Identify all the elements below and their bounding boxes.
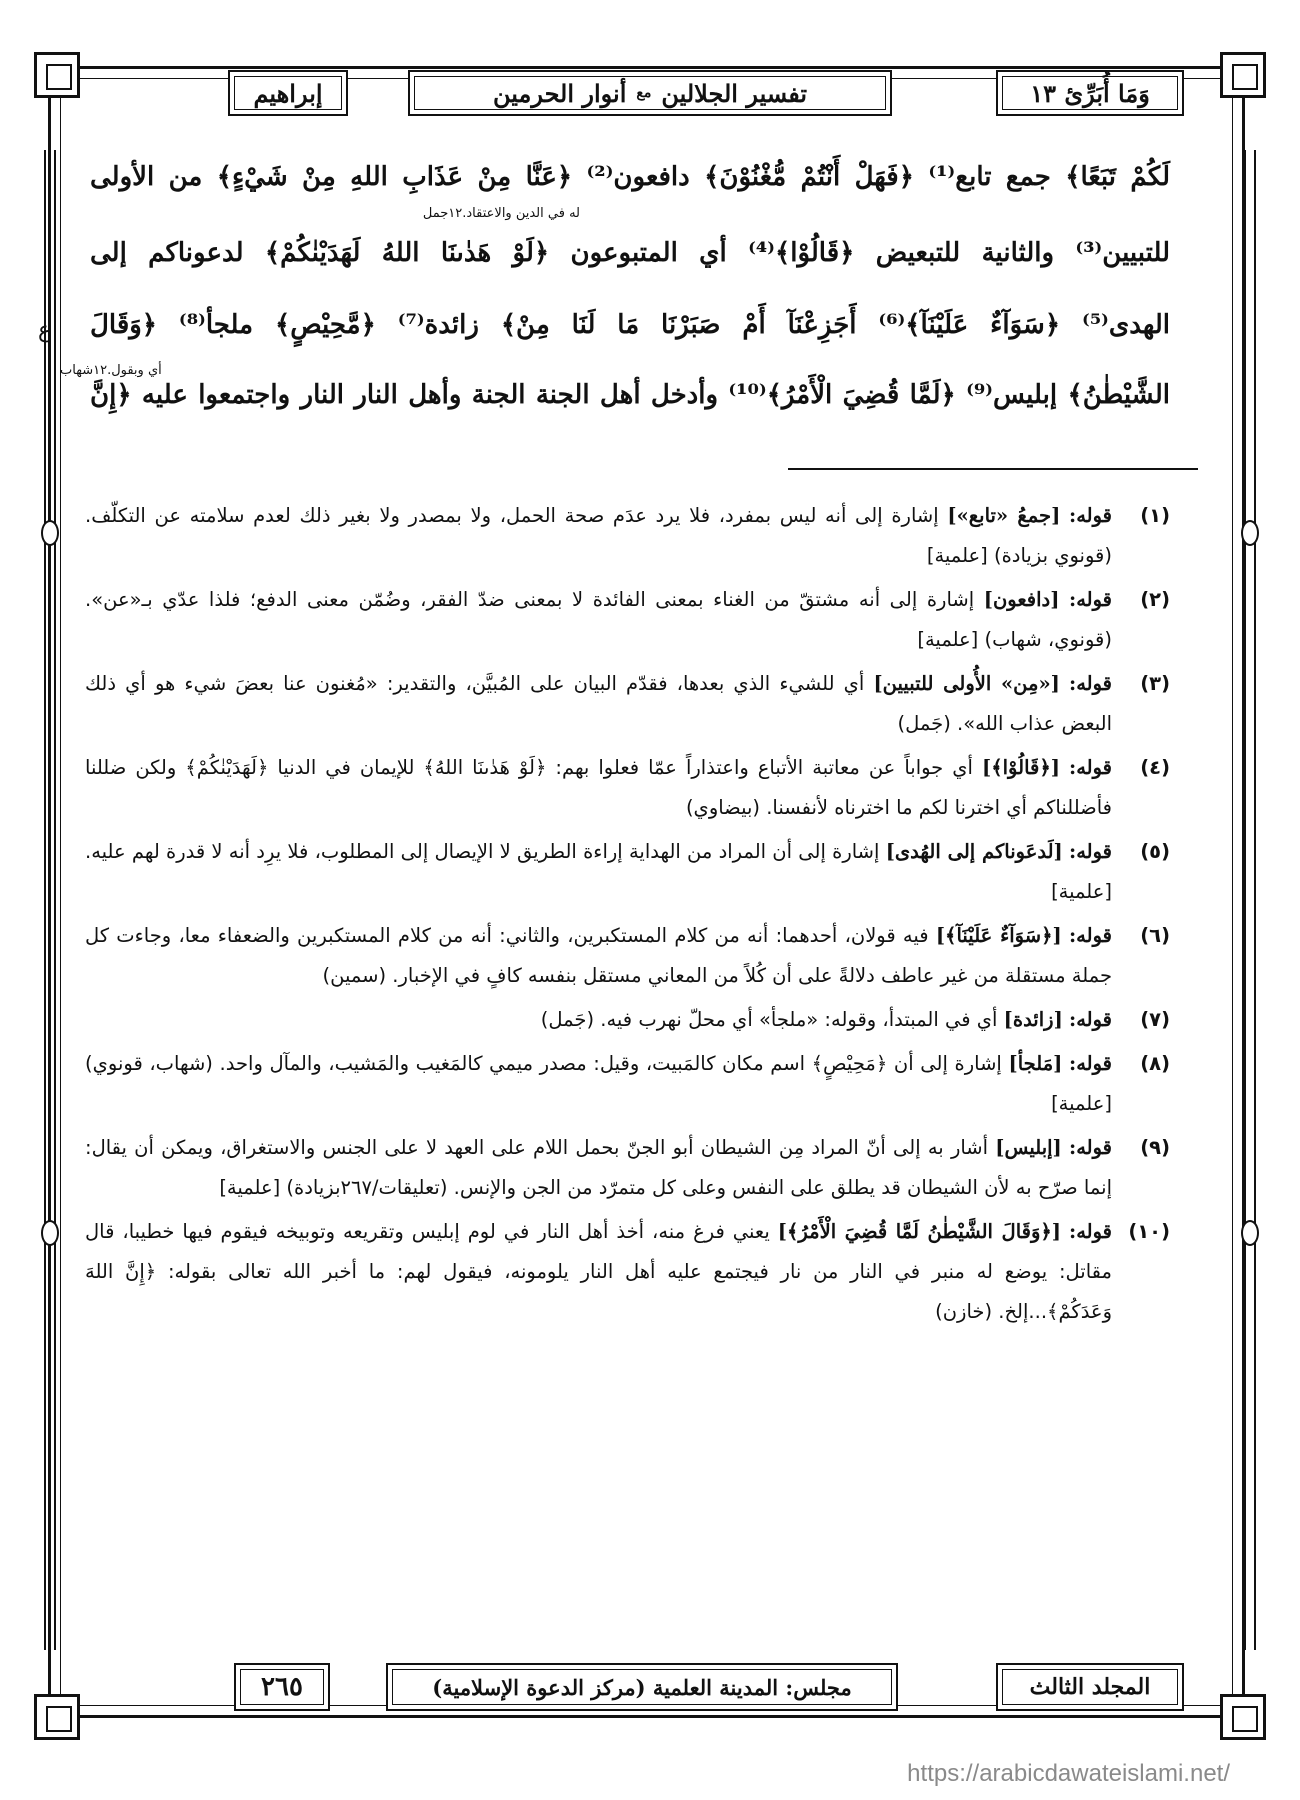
footnote-label: قوله: <box>1068 924 1112 947</box>
header-chapter-label <box>228 70 348 116</box>
footnote-keyword: [جمعُ «تابع»] <box>947 504 1061 527</box>
book-title: تفسير الجلالين <box>661 78 808 108</box>
footnote-number: (٩) <box>1140 1136 1170 1159</box>
header-book-title <box>408 70 892 116</box>
border-bead-icon <box>1241 1220 1259 1246</box>
footnote-keyword: [«مِن» الأُولى للتبيين] <box>873 672 1060 695</box>
footnote-keyword: [لَدعَوناكم إلى الهُدى] <box>885 840 1063 863</box>
left-border-ornament <box>44 150 56 1650</box>
footnote-text: إشارة إلى أن ﴿مَحِيْصٍ﴾ اسم مكان كالمَبيت، وقيل: مصدر ميمي كالمَغيب والمَشيب، والمآل واحد. (شهاب، قونوي) [علمية] <box>85 1052 1112 1115</box>
footnotes-list <box>85 496 1170 1336</box>
footnote-text: إشارة إلى أنه ليس بمفرد، فلا يرد عدَم صحة الحمل، ولا بمصدر ولا بغير ذلك لعدم سلامته عن التكلّف. (قونوي بزيادة) [علمية] <box>85 504 1112 567</box>
margin-mark: ع <box>38 318 52 343</box>
footnote <box>85 664 1170 744</box>
footnote-keyword: [﴿قَالُوْا﴾] <box>981 756 1060 779</box>
footnote-label: قوله: <box>1069 672 1112 695</box>
footnote-text: فيه قولان، أحدهما: أنه من كلام المستكبرين، والثاني: أنه من كلام المستكبرين والضعفاء معا، وجاءت كل جملة مستقلة من غير عاطف دلالةً على أن كُلاً من المعاني مستقل بنفسه كافٍ في الإخبار. (سمين) <box>85 924 1112 987</box>
quran-line: الهدى⁽⁵⁾ ﴿سَوَآءٌ عَلَيْنَآ﴾⁽⁶⁾ أَجَزِعْنَآ أَمْ صَبَرْنَا مَا لَنَا مِنْ﴾ زائدة⁽⁷⁾ ﴿مَّحِيْصٍ﴾ ملجأ⁽⁸⁾ ﴿وَقَالَ <box>90 310 1170 340</box>
footnote <box>85 748 1170 828</box>
margin-gloss: له في الدين والاعتقاد.١٢جمل <box>422 206 580 221</box>
footnote-keyword: [زائدة] <box>1003 1008 1063 1031</box>
footnote-keyword: [مَلجأ] <box>1008 1052 1063 1075</box>
footnote-keyword: [دافعون] <box>983 588 1060 611</box>
footnote-label: قوله: <box>1069 1136 1112 1159</box>
footnote-label: قوله: <box>1069 504 1113 527</box>
footnote-text: أي في المبتدأ، وقوله: «ملجأ» أي محلّ نهرب فيه. (جَمل) <box>540 1008 998 1031</box>
quran-line: الشَّيْطٰنُ﴾ إبليس⁽⁹⁾ ﴿لَمَّا قُضِيَ الْأَمْرُ﴾⁽¹⁰⁾ وأدخل أهل الجنة الجنة وأهل النار النار واجتمعوا عليه ﴿إِنَّ <box>90 380 1171 410</box>
footnote-number: (٧) <box>1140 1008 1170 1031</box>
title-separator: مع <box>636 85 652 101</box>
footnote-label: قوله: <box>1069 840 1112 863</box>
footnote-label: قوله: <box>1069 1008 1112 1031</box>
footer-page-number <box>234 1663 330 1711</box>
footer-volume-label <box>996 1663 1184 1711</box>
footnote <box>85 1044 1170 1124</box>
border-bead-icon <box>1241 520 1259 546</box>
corner-ornament-icon <box>1220 52 1266 98</box>
corner-ornament-icon <box>1220 1694 1266 1740</box>
footnote-label: قوله: <box>1069 588 1112 611</box>
footnote-number: (٦) <box>1140 924 1170 947</box>
footnote-keyword: [إبليس] <box>995 1136 1062 1159</box>
quran-line: للتبيين⁽³⁾ والثانية للتبعيض ﴿قَالُوْا﴾⁽⁴⁾ أي المتبوعون ﴿لَوْ هَدٰىنَا اللهُ لَهَدَيْنٰكُمْ﴾ لدعوناكم إلى <box>90 238 1170 268</box>
volume-text: المجلد الثالث <box>1029 1674 1151 1700</box>
corner-ornament-icon <box>34 1694 80 1740</box>
footnote-divider <box>788 468 1198 470</box>
footnote-label: قوله: <box>1069 756 1113 779</box>
right-border-ornament <box>1244 150 1256 1650</box>
border-bead-icon <box>41 520 59 546</box>
footnote <box>85 1212 1170 1332</box>
footnote-text: أي للشيء الذي بعدها، فقدّم البيان على المُبيَّن، والتقدير: «مُغنون عنا بعضَ شيء هو أي ذلك البعض عذاب الله». (جَمل) <box>85 672 1112 735</box>
footnote-label: قوله: <box>1069 1220 1113 1243</box>
chapter-text: إبراهيم <box>253 78 323 108</box>
commentary-title: أنوار الحرمين <box>492 78 627 108</box>
footnote-number: (٥) <box>1140 840 1170 863</box>
footnote <box>85 1000 1170 1040</box>
footnote <box>85 496 1170 576</box>
footnote-number: (١٠) <box>1128 1220 1170 1243</box>
footnote-label: قوله: <box>1069 1052 1113 1075</box>
header-surah-label <box>996 70 1184 116</box>
footnote-keyword: [﴿وَقَالَ الشَّيْطٰنُ لَمَّا قُضِيَ الْأَمْرُ﴾] <box>777 1220 1062 1243</box>
footnote-number: (١) <box>1140 504 1170 527</box>
surah-text: وَمَا أُبَرِّئ ١٣ <box>1030 78 1150 108</box>
quran-line: لَكُمْ تَبَعًا﴾ جمع تابع⁽¹⁾ ﴿فَهَلْ أَنْتُمْ مُّغْنُوْنَ﴾ دافعون⁽²⁾ ﴿عَنَّا مِنْ عَذَابِ اللهِ مِنْ شَيْءٍ﴾ من الأولى <box>90 162 1170 192</box>
footnote-text: أشار به إلى أنّ المراد مِن الشيطان أبو الجنّ بحمل اللام على العهد لا على الجنس والاستغراق، ويمكن أن يقال: إنما صرّح به لأن الشيطان قد يطلق على النفس وعلى كل متمرّد من الجن والإنس. (تعليقات/٢٦٧بزيادة) [علمية] <box>85 1136 1112 1199</box>
footnote <box>85 580 1170 660</box>
footnote-number: (٣) <box>1140 672 1170 695</box>
footnote <box>85 1128 1170 1208</box>
margin-gloss: أي وبقول.١٢شهاب <box>60 363 162 378</box>
footnote-text: إشارة إلى أنه مشتقّ من الغناء بمعنى الفائدة لا بمعنى ضدّ الفقر، وضُمّن معنى الدفع؛ فلذا عدّي بـ«عن». (قونوي، شهاب) [علمية] <box>85 588 1112 651</box>
footnote-number: (٢) <box>1140 588 1170 611</box>
page-number-text: ٢٦٥ <box>261 1672 303 1702</box>
corner-ornament-icon <box>34 52 80 98</box>
footnote <box>85 916 1170 996</box>
publisher-text: مجلس: المدينة العلمية (مركز الدعوة الإسلامية) <box>432 1674 852 1700</box>
footnote-number: (٤) <box>1140 756 1170 779</box>
footnote-text: إشارة إلى أن المراد من الهداية إراءة الطريق لا الإيصال إلى المطلوب، فلا يرِد أنه لا قدرة لهم عليه. [علمية] <box>85 840 1112 903</box>
footer-publisher-label <box>386 1663 898 1711</box>
footnote <box>85 832 1170 912</box>
footnote-text: يعني فرغ منه، أخذ أهل النار في لوم إبليس وتقريعه وتوبيخه فيقوم فيها خطيبا، قال مقاتل: يوضع له منبر في النار من نار فيجتمع عليه أهل النار يلومونه، فيقول لهم: ما أخبر الله تعالى بقوله: ﴿إِنَّ اللهَ وَعَدَكُمْ﴾...إلخ. (خازن) <box>85 1220 1112 1323</box>
footnote-keyword: [﴿سَوَآءٌ عَلَيْنَآ﴾] <box>935 924 1062 947</box>
watermark-url: https://arabicdawateislami.net/ <box>907 1760 1230 1787</box>
footnote-number: (٨) <box>1140 1052 1170 1075</box>
footnote-text: أي جواباً عن معاتبة الأتباع واعتذاراً عمّا فعلوا بهم: ﴿لَوْ هَدٰىنَا اللهُ﴾ للإيمان في الدنيا ﴿لَهَدَيْنٰكُمْ﴾ ولكن ضللنا فأضللناكم أي اخترنا لكم ما اخترناه لأنفسنا. (بيضاوي) <box>85 756 1112 819</box>
border-bead-icon <box>41 1220 59 1246</box>
